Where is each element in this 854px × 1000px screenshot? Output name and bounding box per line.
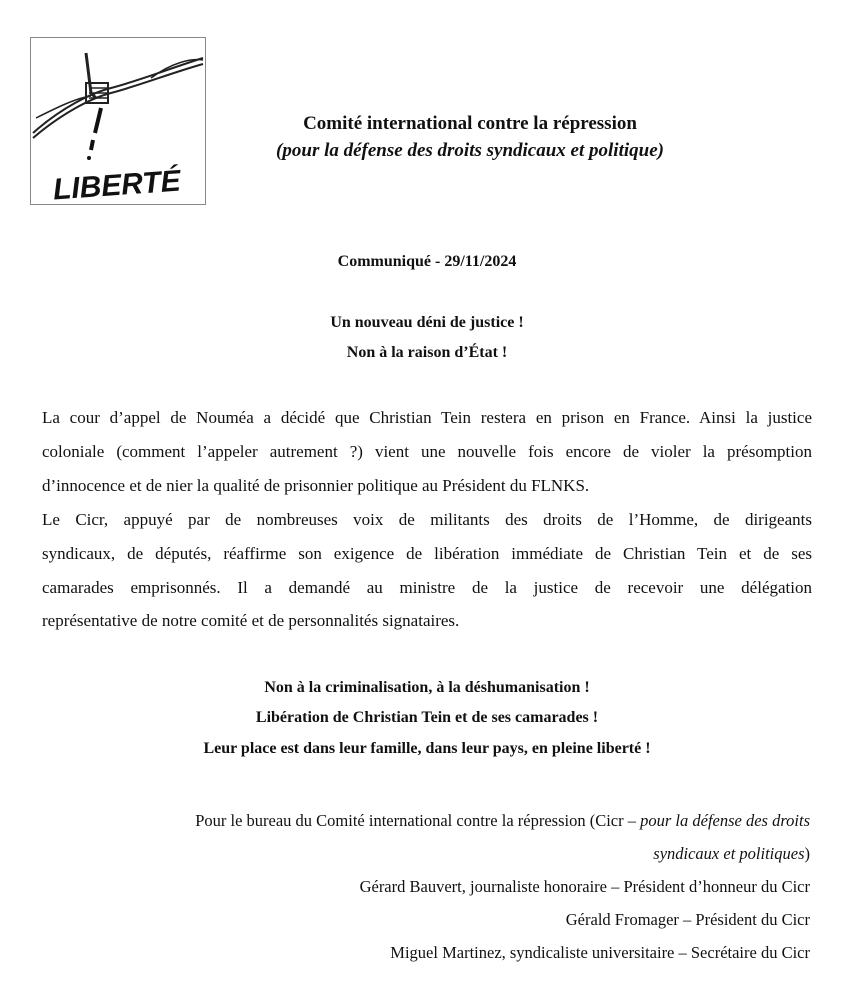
barbed-wire-icon <box>31 38 204 203</box>
liberte-logo <box>30 37 206 205</box>
body-line: coloniale (comment l’appeler autrement ?) vient une nouvelle fois encore de violer la présomption <box>42 442 812 461</box>
body-line: Le Cicr, appuyé par de nombreuses voix de militants des droits de l’Homme, de dirigeants <box>42 510 812 529</box>
committee-subtitle: (pour la défense des droits syndicaux et politique) <box>276 140 664 161</box>
signer: Gérard Bauvert, journaliste honoraire – Président d’honneur du Cicr <box>359 877 810 896</box>
committee-title: Comité international contre la répression <box>303 113 637 134</box>
slogan-3: Leur place est dans leur famille, dans leur pays, en pleine liberté ! <box>203 740 651 757</box>
slogan-1: Non à la criminalisation, à la déshumanisation ! <box>264 679 590 696</box>
signature-intro-cont: syndicaux et politiques) <box>653 844 810 863</box>
communique-date: Communiqué - 29/11/2024 <box>337 253 517 270</box>
body-line: camarades emprisonnés. Il a demandé au ministre de la justice de recevoir une délégation <box>42 578 812 597</box>
headline-1: Un nouveau déni de justice ! <box>330 314 524 331</box>
body-line: représentative de notre comité et de personnalités signataires. <box>42 611 460 630</box>
headline-2: Non à la raison d’État ! <box>346 344 508 361</box>
slogan-2: Libération de Christian Tein et de ses camarades ! <box>255 709 599 726</box>
logo-text: LIBERTÉ <box>51 164 182 203</box>
signature-intro: Pour le bureau du Comité international contre la répression (Cicr – pour la défense des droits <box>195 811 810 830</box>
body-line: syndicaux, de députés, réaffirme son exigence de libération immédiate de Christian Tein et de ses <box>42 544 812 563</box>
body-line: La cour d’appel de Nouméa a décidé que Christian Tein restera en prison en France. Ainsi la justice <box>42 408 812 427</box>
signature-block <box>50 804 810 969</box>
signer: Gérald Fromager – Président du Cicr <box>565 910 810 929</box>
signer: Miguel Martinez, syndicaliste universitaire – Secrétaire du Cicr <box>390 943 810 962</box>
body-text <box>42 401 812 638</box>
body-line: d’innocence et de nier la qualité de prisonnier politique au Président du FLNKS. <box>42 476 590 495</box>
